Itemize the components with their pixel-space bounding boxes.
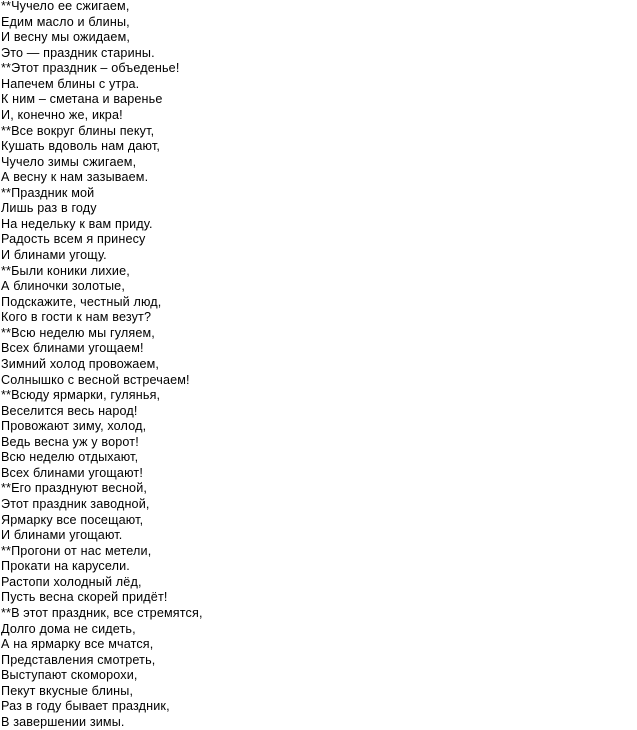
poem-line: **Всюду ярмарки, гулянья, xyxy=(1,388,161,403)
poem-line: Напечем блины с утра. xyxy=(1,76,140,91)
poem-line: Кушать вдоволь нам дают, xyxy=(1,139,160,154)
poem-line: **Праздник мой xyxy=(1,185,95,200)
poem-line: **Этот праздник – объеденье! xyxy=(1,61,180,76)
poem-line: А на ярмарку все мчатся, xyxy=(1,637,154,652)
poem-line: Пусть весна скорей придёт! xyxy=(1,590,168,605)
poem-line: Солнышко с весной встречаем! xyxy=(1,372,190,387)
poem-text xyxy=(1,0,631,730)
poem-line: Лишь раз в году xyxy=(1,201,97,216)
poem-line: Чучело зимы сжигаем, xyxy=(1,154,137,169)
poem-line: **Всю неделю мы гуляем, xyxy=(1,325,155,340)
poem-line: Ведь весна уж у ворот! xyxy=(1,434,139,449)
poem-line: К ним – сметана и варенье xyxy=(1,92,163,107)
poem-line: **Его празднуют весной, xyxy=(1,481,148,496)
poem-line: И блинами угощу. xyxy=(1,248,107,262)
poem-line: Пекут вкусные блины, xyxy=(1,683,134,698)
poem-line: А весну к нам зазываем. xyxy=(1,170,149,185)
poem-line: Всех блинами угощают! xyxy=(1,465,143,480)
poem-line: Долго дома не сидеть, xyxy=(1,621,136,636)
poem-line: Зимний холод провожаем, xyxy=(1,356,160,371)
poem-line: И, конечно же, икра! xyxy=(1,107,123,122)
poem-line: Это — праздник старины. xyxy=(1,45,155,60)
poem-line: Веселится весь народ! xyxy=(1,403,138,418)
poem-line: Представления смотреть, xyxy=(1,652,156,667)
poem-line: Всех блинами угощаем! xyxy=(1,341,144,356)
poem-line: Ярмарку все посещают, xyxy=(1,512,144,527)
poem-line: Прокати на карусели. xyxy=(1,559,130,574)
poem-line: Провожают зиму, холод, xyxy=(1,419,147,434)
poem-line: **Все вокруг блины пекут, xyxy=(1,123,155,138)
poem-line: **Прогони от нас метели, xyxy=(1,543,152,558)
poem-line: Всю неделю отдыхают, xyxy=(1,450,139,465)
poem-line: Радость всем я принесу xyxy=(1,232,146,247)
poem-line: И весну мы ожидаем, xyxy=(1,30,131,45)
poem-line: Этот праздник заводной, xyxy=(1,497,150,511)
poem-line: **Были коники лихие, xyxy=(1,263,130,278)
poem-line: Кого в гости к нам везут? xyxy=(1,310,152,325)
poem-line: И блинами угощают. xyxy=(1,528,123,543)
poem-line: **В этот праздник, все стремятся, xyxy=(1,605,203,620)
poem-line: А блиночки золотые, xyxy=(1,279,125,294)
poem-line: Подскажите, честный люд, xyxy=(1,294,162,309)
poem-line: Выступают скоморохи, xyxy=(1,668,138,683)
poem-line: На недельку к вам приду. xyxy=(1,216,153,231)
poem-line: В завершении зимы. xyxy=(1,714,125,729)
poem-line: Едим масло и блины, xyxy=(1,14,130,29)
poem-line: **Чучело ее сжигаем, xyxy=(1,0,130,13)
poem-line: Раз в году бывает праздник, xyxy=(1,699,170,714)
poem-line: Растопи холодный лёд, xyxy=(1,574,142,589)
